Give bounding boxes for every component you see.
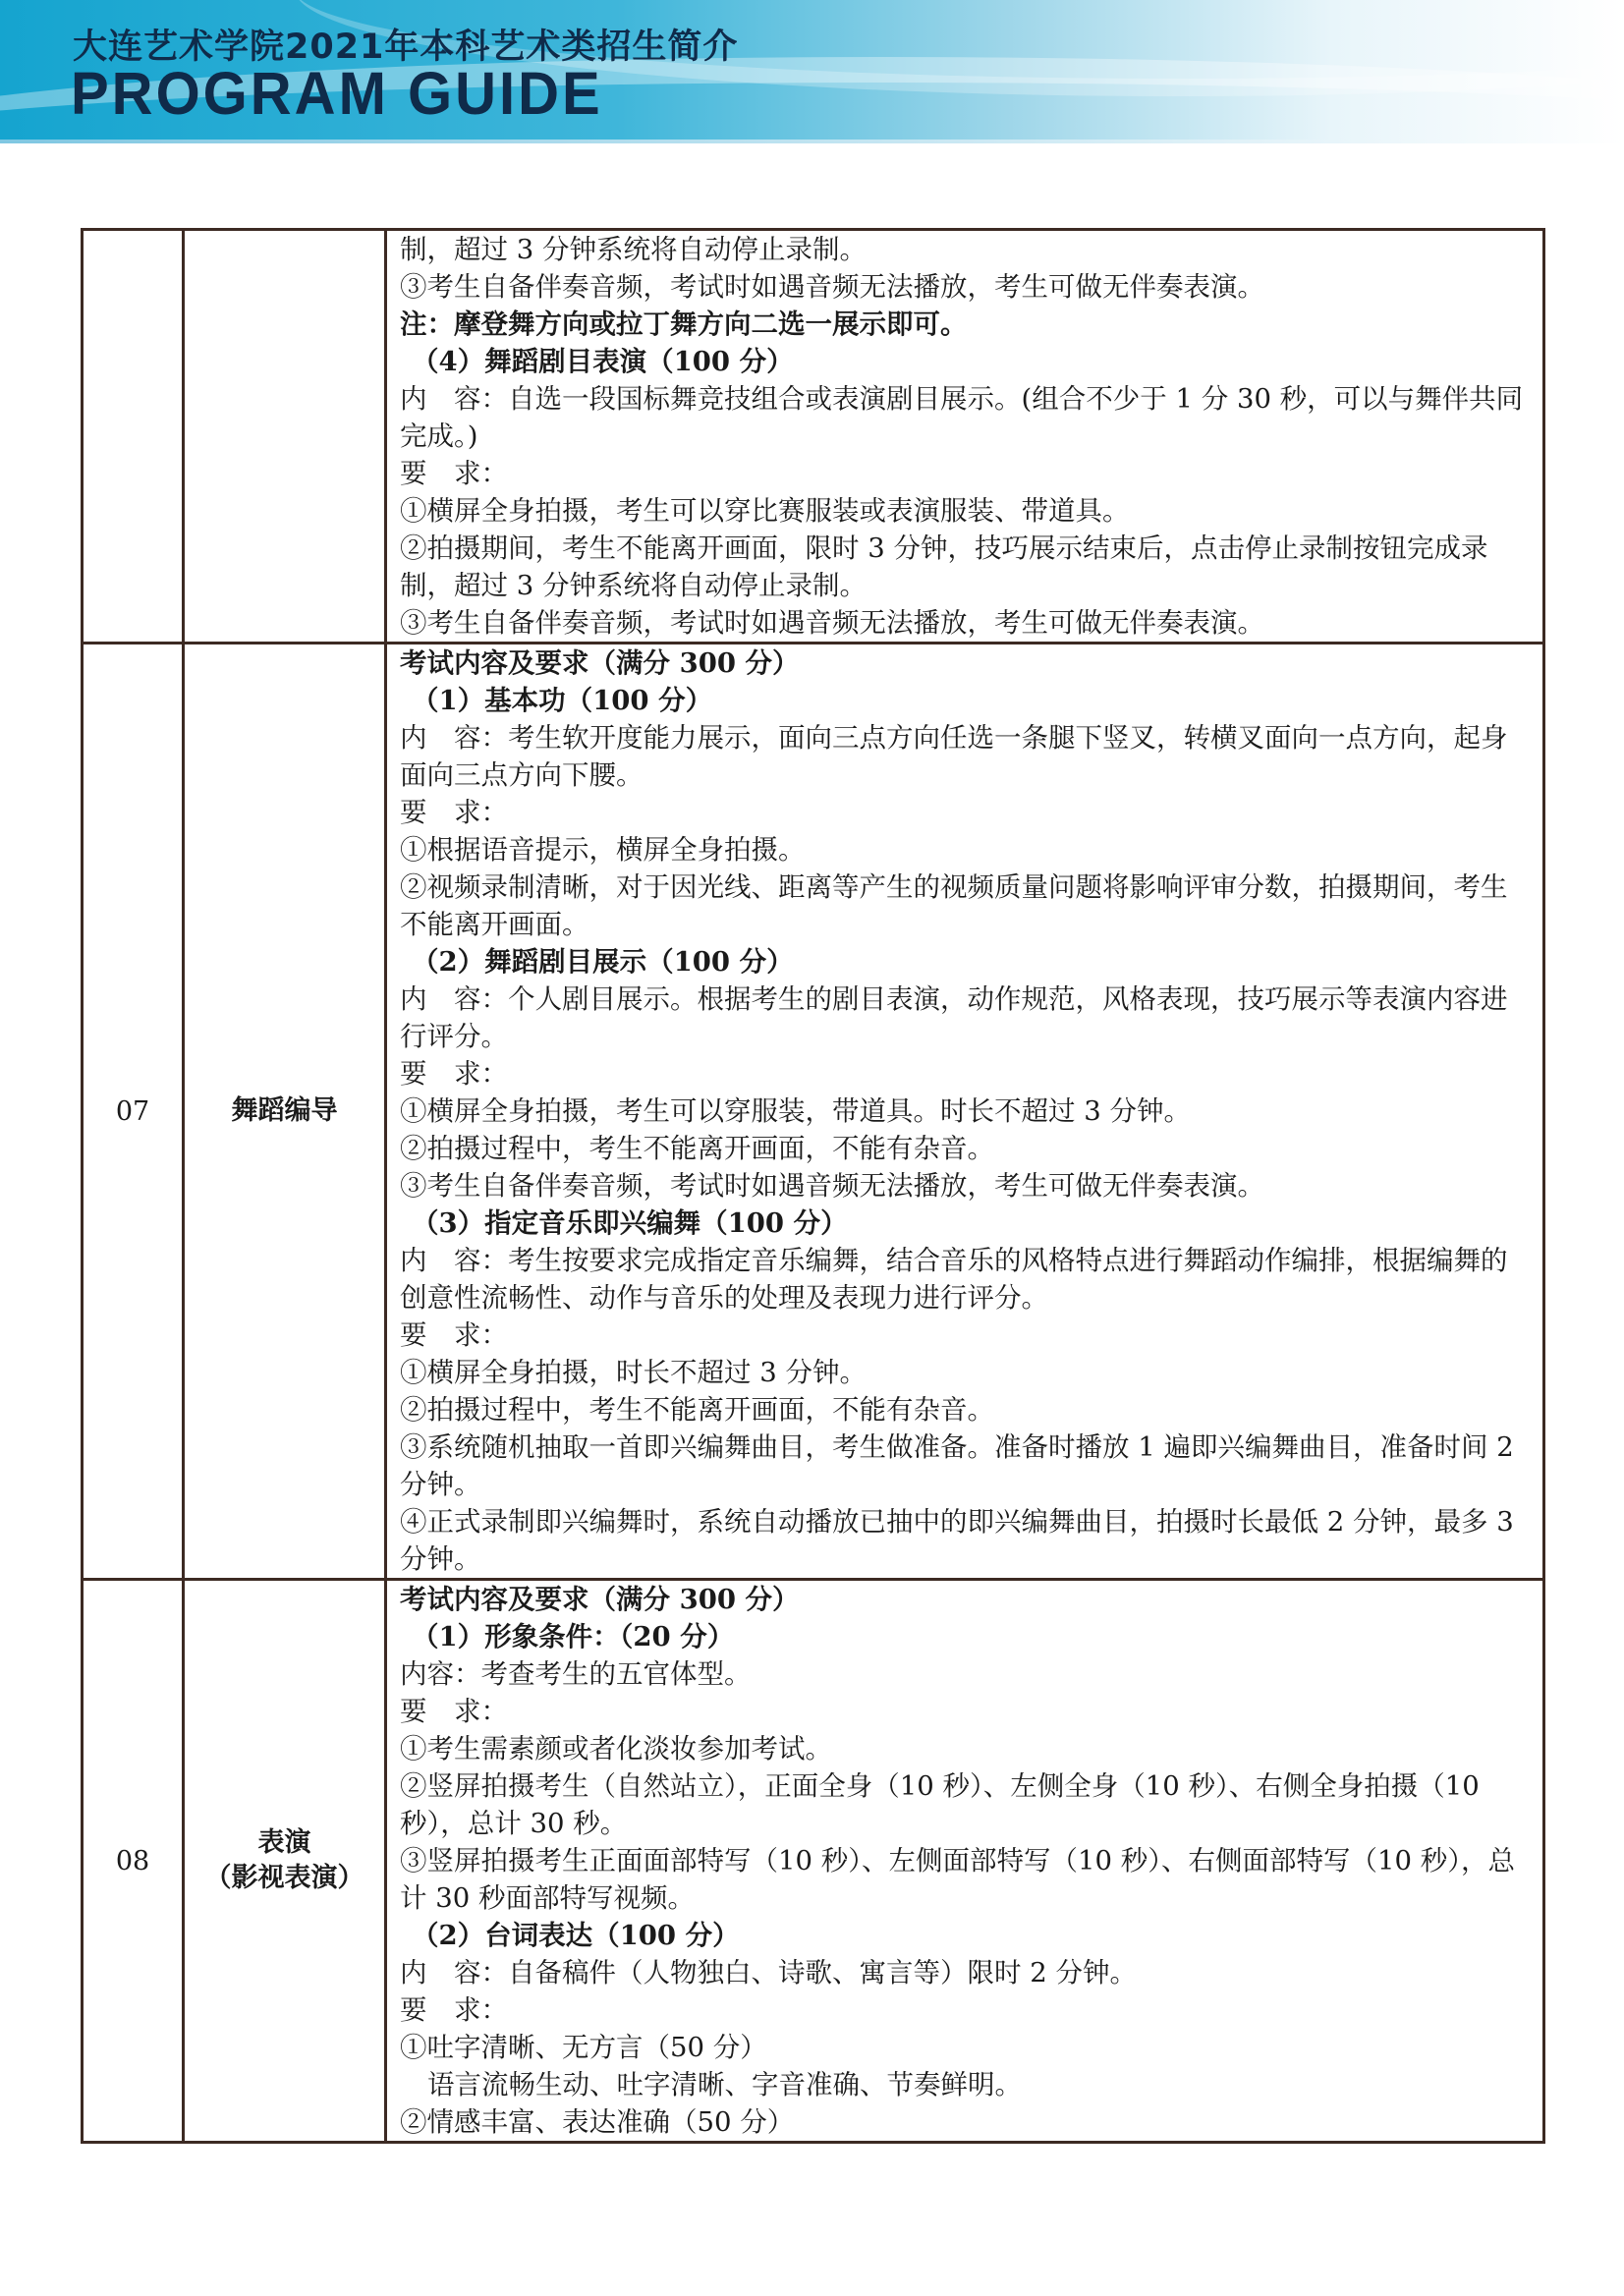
header-divider	[0, 140, 1624, 143]
content-line: 要 求：	[400, 797, 508, 828]
program-table	[81, 228, 1545, 2144]
row-major-cell	[184, 644, 386, 1580]
content-line: 内容：考查考生的五官体型。	[400, 1658, 752, 1690]
content-line: 要 求：	[400, 1994, 508, 2026]
content-line: ①横屏全身拍摄，时长不超过 3 分钟。	[400, 1357, 867, 1388]
content-line: ①横屏全身拍摄，考生可以穿比赛服装或表演服装、带道具。	[400, 495, 1130, 527]
content-line: 要 求：	[400, 458, 508, 489]
content-line: 内 容：考生按要求完成指定音乐编舞，结合音乐的风格特点进行舞蹈动作编排，根据编舞的创意性流畅性、动作与音乐的处理及表现力进行评分。	[400, 1245, 1508, 1314]
table-row	[83, 644, 1544, 1580]
content-line: ①根据语音提示，横屏全身拍摄。	[400, 834, 806, 866]
content-line: ②情感丰富、表达准确（50 分）	[400, 2106, 795, 2138]
content-line: （2）舞蹈剧目展示（100 分）	[412, 946, 794, 978]
content-line: 考试内容及要求（满分 300 分）	[400, 647, 800, 679]
content-line: ②拍摄过程中，考生不能离开画面，不能有杂音。	[400, 1133, 994, 1164]
content-line: （1）形象条件：（20 分）	[412, 1621, 735, 1652]
major-subname: （影视表演）	[204, 1863, 364, 1893]
content-line: ③考生自备伴奏音频，考试时如遇音频无法播放，考生可做无伴奏表演。	[400, 271, 1264, 303]
content-line: 内 容：个人剧目展示。根据考生的剧目表演，动作规范，风格表现，技巧展示等表演内容进行评分。	[400, 983, 1508, 1052]
content-line: （2）台词表达（100 分）	[412, 1920, 740, 1951]
content-line: ③考生自备伴奏音频，考试时如遇音频无法播放，考生可做无伴奏表演。	[400, 1170, 1264, 1202]
content-line: ②视频录制清晰，对于因光线、距离等产生的视频质量问题将影响评审分数，拍摄期间，考生不能离开画面。	[400, 871, 1508, 940]
major-name: 舞蹈编导	[231, 1095, 338, 1126]
content-line: （1）基本功（100 分）	[412, 685, 713, 716]
content-line: ①吐字清晰、无方言（50 分）	[400, 2032, 767, 2063]
content-line: ②拍摄过程中，考生不能离开画面，不能有杂音。	[400, 1394, 994, 1426]
content-line: ④正式录制即兴编舞时，系统自动播放已抽中的即兴编舞曲目，拍摄时长最低 2 分钟，最多 3 分钟。	[400, 1506, 1514, 1575]
content-line: ③竖屏拍摄考生正面面部特写（10 秒）、左侧面部特写（10 秒）、右侧面部特写（10 秒），总计 30 秒面部特写视频。	[400, 1845, 1515, 1914]
content-line: ②拍摄期间，考生不能离开画面，限时 3 分钟，技巧展示结束后，点击停止录制按钮完成录制，超过 3 分钟系统将自动停止录制。	[400, 532, 1488, 601]
row-major-cell	[184, 1580, 386, 2143]
content-line: 内 容：自选一段国标舞竞技组合或表演剧目展示。(组合不少于 1 分 30 秒，可以与舞伴共同完成。)	[400, 383, 1524, 452]
header-banner	[0, 0, 1624, 140]
content-line: 制，超过 3 分钟系统将自动停止录制。	[400, 234, 867, 265]
table-row	[83, 1580, 1544, 2143]
content-line: 内 容：自备稿件（人物独白、诗歌、寓言等）限时 2 分钟。	[400, 1957, 1137, 1988]
content-line: 注：摩登舞方向或拉丁舞方向二选一展示即可。	[400, 308, 968, 340]
row-number-cell: 07	[83, 644, 184, 1580]
major-name: 表演	[257, 1827, 311, 1858]
content-line: 要 求：	[400, 1696, 508, 1727]
content-line: 考试内容及要求（满分 300 分）	[400, 1584, 800, 1615]
row-major-cell	[184, 230, 386, 644]
content-line: 内 容：考生软开度能力展示，面向三点方向任选一条腿下竖叉，转横叉面向一点方向，起身面向三点方向下腰。	[400, 722, 1508, 791]
row-content-cell	[386, 644, 1544, 1580]
row-number-cell	[83, 230, 184, 644]
content-line: ③系统随机抽取一首即兴编舞曲目，考生做准备。准备时播放 1 遍即兴编舞曲目，准备时间 2 分钟。	[400, 1431, 1514, 1500]
content-line: ③考生自备伴奏音频，考试时如遇音频无法播放，考生可做无伴奏表演。	[400, 607, 1264, 639]
row-number-cell: 08	[83, 1580, 184, 2143]
row-content-cell	[386, 230, 1544, 644]
content-line: ②竖屏拍摄考生（自然站立），正面全身（10 秒）、左侧全身（10 秒）、右侧全身拍摄（10 秒），总计 30 秒。	[400, 1770, 1480, 1839]
content-line: （4）舞蹈剧目表演（100 分）	[412, 346, 794, 377]
header-title-cn: 大连艺术学院2021年本科艺术类招生简介	[73, 28, 739, 67]
row-content-cell	[386, 1580, 1544, 2143]
content-line: ①横屏全身拍摄，考生可以穿服装，带道具。时长不超过 3 分钟。	[400, 1095, 1191, 1127]
content-line: 要 求：	[400, 1319, 508, 1351]
table-row	[83, 230, 1544, 644]
content-line: （3）指定音乐即兴编舞（100 分）	[412, 1207, 848, 1239]
header-title-en: PROGRAM GUIDE	[71, 60, 603, 128]
content-line: 要 求：	[400, 1058, 508, 1090]
content-line: 语言流畅生动、吐字清晰、字音准确、节奏鲜明。	[427, 2069, 1022, 2100]
content-line: ①考生需素颜或者化淡妆参加考试。	[400, 1733, 832, 1764]
